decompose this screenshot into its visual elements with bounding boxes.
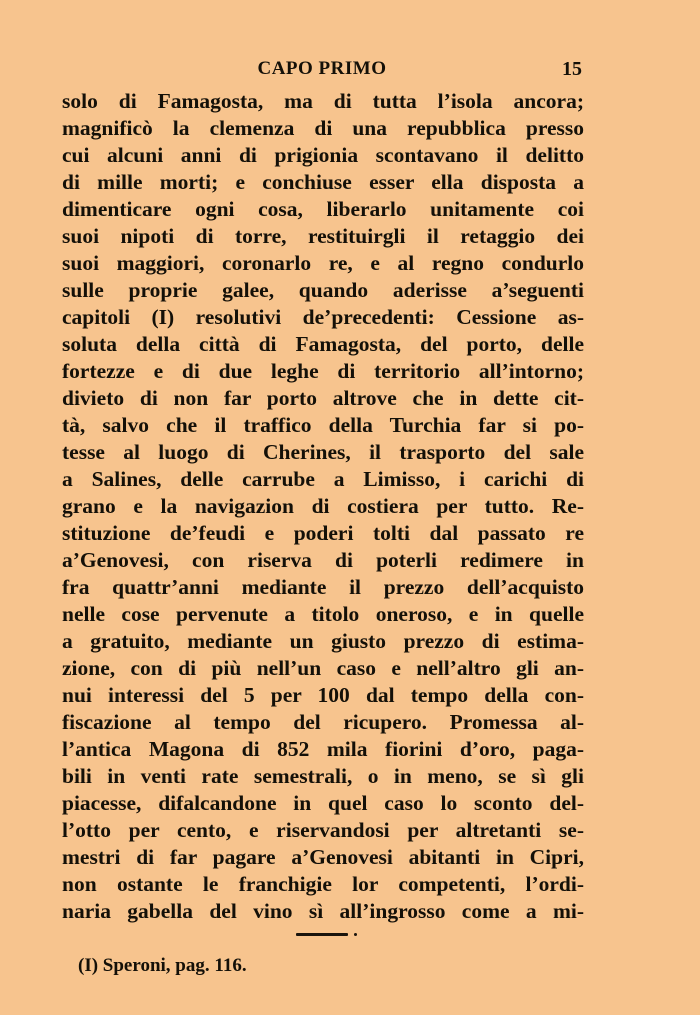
text-line: mestri di far pagare a’Genovesi abitanti in Cipri, <box>62 845 584 869</box>
text-line: capitoli (I) resolutivi de’precedenti: Cessione as- <box>62 305 584 329</box>
text-line: nui interessi del 5 per 100 dal tempo della con- <box>62 683 584 707</box>
text-line: a Salines, delle carrube a Limisso, i carichi di <box>62 467 584 491</box>
text-line: l’otto per cento, e riservandosi per altretanti se- <box>62 818 584 842</box>
text-line: dimenticare ogni cosa, liberarlo unitamente coi <box>62 197 584 221</box>
footnote-separator <box>296 933 348 936</box>
text-line: tesse al luogo di Cherines, il trasporto del sale <box>62 440 584 464</box>
text-line: zione, con di più nell’un caso e nell’altro gli an- <box>62 656 584 680</box>
text-line: fiscazione al tempo del ricupero. Promessa al- <box>62 710 584 734</box>
text-line: grano e la navigazion di costiera per tutto. Re- <box>62 494 584 518</box>
page-header <box>62 58 582 86</box>
text-line: divieto di non far porto altrove che in dette cit- <box>62 386 584 410</box>
text-line: a gratuito, mediante un giusto prezzo di estima- <box>62 629 584 653</box>
text-line: naria gabella del vino sì all’ingrosso come a mi- <box>62 899 584 923</box>
running-title: CAPO PRIMO <box>257 58 387 79</box>
text-line: di mille morti; e conchiuse esser ella disposta a <box>62 170 584 194</box>
text-line: soluta della città di Famagosta, del porto, delle <box>62 332 584 356</box>
text-line: l’antica Magona di 852 mila fiorini d’oro, paga- <box>62 737 584 761</box>
text-line: nelle cose pervenute a titolo oneroso, e in quelle <box>62 602 584 626</box>
text-line: non ostante le franchigie lor competenti, l’ordi- <box>62 872 584 896</box>
separator-dot <box>354 933 357 936</box>
text-line: fra quattr’anni mediante il prezzo dell’acquisto <box>62 575 584 599</box>
text-line: stituzione de’feudi e poderi tolti dal passato re <box>62 521 584 545</box>
text-line: piacesse, difalcandone in quel caso lo sconto del- <box>62 791 584 815</box>
text-line: magnificò la clemenza di una repubblica presso <box>62 116 584 140</box>
text-line: bili in venti rate semestrali, o in meno, se sì gli <box>62 764 584 788</box>
text-line: suoi maggiori, coronarlo re, e al regno condurlo <box>62 251 584 275</box>
text-line: a’Genovesi, con riserva di poterli redimere in <box>62 548 584 572</box>
text-line: suoi nipoti di torre, restituirgli il retaggio dei <box>62 224 584 248</box>
body-text <box>62 88 584 925</box>
text-line: tà, salvo che il traffico della Turchia far si po- <box>62 413 584 437</box>
text-line: solo di Famagosta, ma di tutta l’isola ancora; <box>62 89 584 113</box>
text-line: fortezze e di due leghe di territorio all’intorno; <box>62 359 584 383</box>
footnote: (I) Speroni, pag. 116. <box>78 955 247 976</box>
text-line: sulle proprie galee, quando aderisse a’seguenti <box>62 278 584 302</box>
text-line: cui alcuni anni di prigionia scontavano il delitto <box>62 143 584 167</box>
page-number: 15 <box>562 58 582 80</box>
